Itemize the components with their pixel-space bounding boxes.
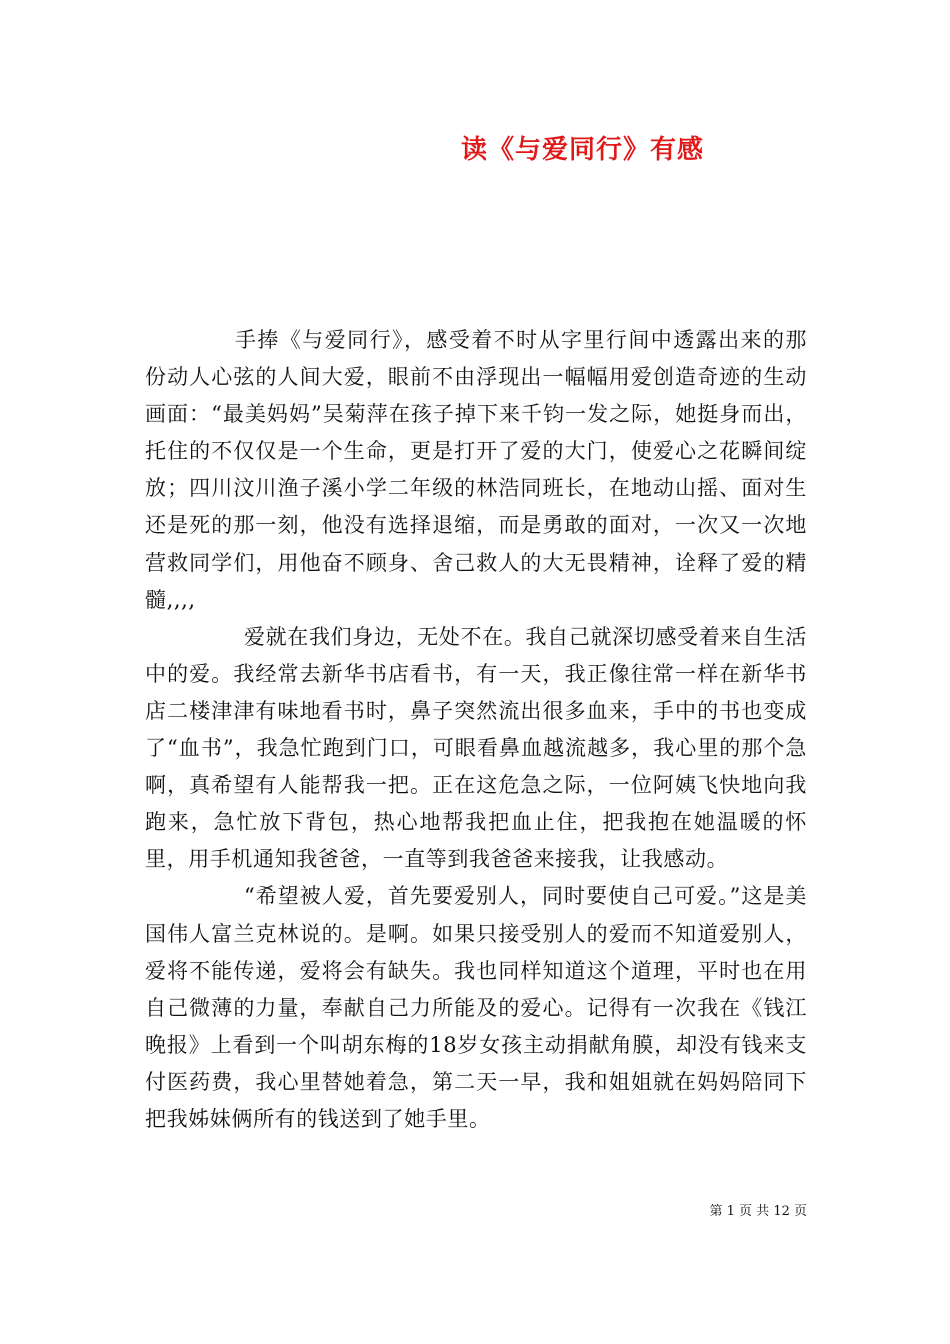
page-number-footer: 第 1 页 共 12 页 (709, 1204, 807, 1219)
paragraph-3: “希望被人爱，首先要爱别人，同时要使自己可爱。”这是美国伟人富兰克林说的。是啊。如果只接受别人的爱而不知道爱别人，爱将不能传递，爱将会有缺失。我也同样知道这个道理，平时也在用自己微薄的力量，奉献自己力所能及的爱心。记得有一次我在《钱江晚报》上看到一个叫胡东梅的18岁女孩主动捐献角膜，却没有钱来支付医药费，我心里替她着急，第二天一早，我和姐姐就在妈妈陪同下把我姊妹俩所有的钱送到了她手里。 (145, 884, 807, 1131)
paragraph-2: 爱就在我们身边，无处不在。我自己就深切感受着来自生活中的爱。我经常去新华书店看书，有一天，我正像往常一样在新华书店二楼津津有味地看书时，鼻子突然流出很多血来，手中的书也变成了“血书”，我急忙跑到门口，可眼看鼻血越流越多，我心里的那个急啊，真希望有人能帮我一把。正在这危急之际，一位阿姨飞快地向我跑来，急忙放下背包，热心地帮我把血止住，把我抱在她温暖的怀里，用手机通知我爸爸，一直等到我爸爸来接我，让我感动。 (145, 624, 807, 872)
document-body (145, 322, 807, 1138)
document-title: 读《与爱同行》有感 (460, 135, 704, 165)
paragraph-1: 手捧《与爱同行》，感受着不时从字里行间中透露出来的那份动人心弦的人间大爱，眼前不由浮现出一幅幅用爱创造奇迹的生动画面：“最美妈妈”吴菊萍在孩子掉下来千钧一发之际，她挺身而出，托住的不仅仅是一个生命，更是打开了爱的大门，使爱心之花瞬间绽放；四川汶川渔子溪小学二年级的林浩同班长，在地动山摇、面对生还是死的那一刻，他没有选择退缩，而是勇敢的面对，一次又一次地营救同学们，用他奋不顾身、舍己救人的大无畏精神，诠释了爱的精髓,,,, (145, 328, 807, 612)
